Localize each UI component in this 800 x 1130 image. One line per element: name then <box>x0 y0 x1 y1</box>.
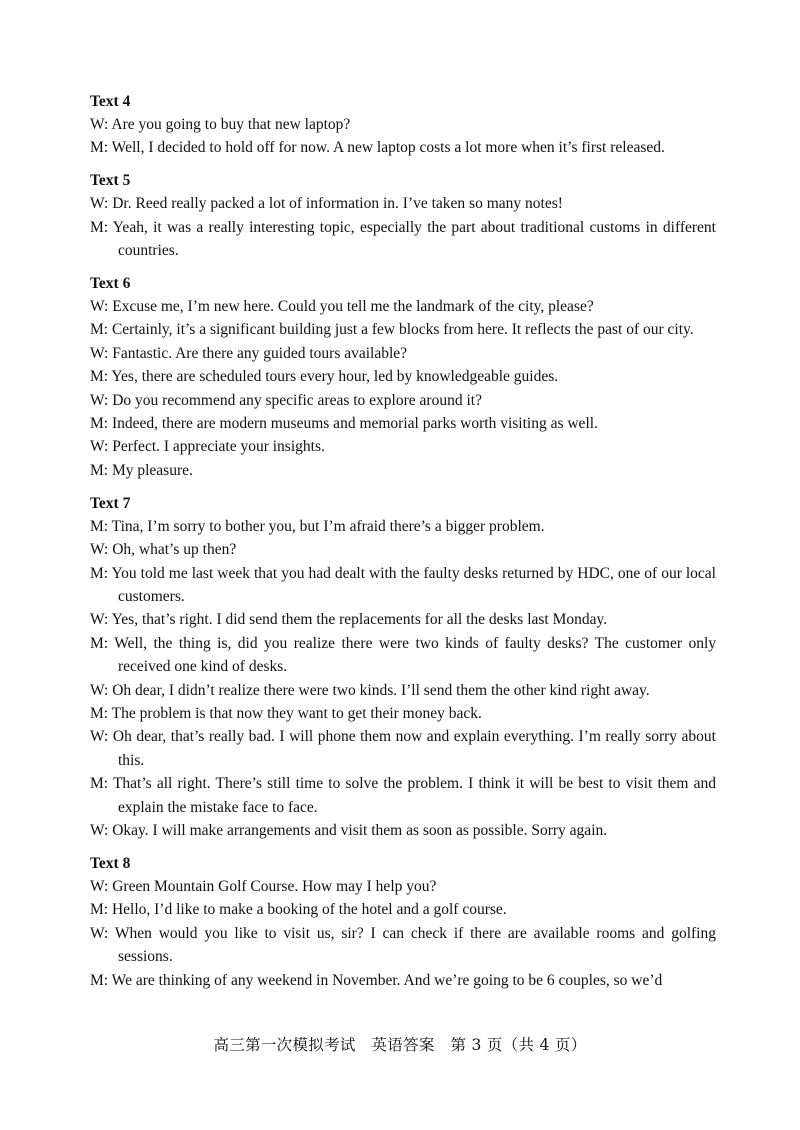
dialogue-line: W: Oh dear, I didn’t realize there were two kinds. I’ll send them the other kind right away. <box>90 681 650 699</box>
dialogue-line: W: Yes, that’s right. I did send them the replacements for all the desks last Monday. <box>90 611 608 629</box>
section-title: Text 5 <box>90 172 131 190</box>
section-text-7 <box>90 492 716 843</box>
section-title: Text 7 <box>90 494 131 512</box>
dialogue-line: M: That’s all right. There’s still time to solve the problem. I think it will be best to visit them and explain the mistake face to face. <box>90 775 716 816</box>
dialogue-line: W: Green Mountain Golf Course. How may I help you? <box>90 877 437 895</box>
dialogue-line: M: Certainly, it’s a significant building just a few blocks from here. It reflects the past of our city. <box>90 321 694 339</box>
dialogue-line: M: Yes, there are scheduled tours every hour, led by knowledgeable guides. <box>90 368 559 386</box>
dialogue-line: W: Oh dear, that’s really bad. I will phone them now and explain everything. I’m really sorry about this. <box>90 728 716 769</box>
section-text-6 <box>90 272 716 482</box>
dialogue-line: M: Well, the thing is, did you realize there were two kinds of faulty desks? The customer only received one kind of desks. <box>90 634 716 676</box>
dialogue-line: M: You told me last week that you had dealt with the faulty desks returned by HDC, one of our local customers. <box>90 564 716 605</box>
dialogue-line: M: Hello, I’d like to make a booking of the hotel and a golf course. <box>90 901 507 919</box>
dialogue-line: M: Yeah, it was a really interesting topic, especially the part about traditional customs in different countries. <box>90 218 716 260</box>
dialogue-line: W: Dr. Reed really packed a lot of information in. I’ve taken so many notes! <box>90 195 563 213</box>
dialogue-line: W: Fantastic. Are there any guided tours available? <box>90 344 408 362</box>
dialogue-line: M: The problem is that now they want to get their money back. <box>90 705 482 723</box>
section-text-4 <box>90 90 716 160</box>
dialogue-line: M: We are thinking of any weekend in November. And we’re going to be 6 couples, so we’d <box>90 971 663 989</box>
dialogue-line: M: Tina, I’m sorry to bother you, but I’m afraid there’s a bigger problem. <box>90 517 545 535</box>
dialogue-line: W: Okay. I will make arrangements and visit them as soon as possible. Sorry again. <box>90 822 608 840</box>
dialogue-line: W: Do you recommend any specific areas to explore around it? <box>90 391 482 409</box>
dialogue-line: W: Perfect. I appreciate your insights. <box>90 438 325 456</box>
dialogue-line: W: Are you going to buy that new laptop? <box>90 116 351 133</box>
dialogue-line: M: Well, I decided to hold off for now. A new laptop costs a lot more when it’s first released. <box>90 139 665 157</box>
section-title: Text 6 <box>90 275 131 293</box>
dialogue-line: M: My pleasure. <box>90 461 193 479</box>
section-title: Text 8 <box>90 854 131 872</box>
dialogue-line: W: Excuse me, I’m new here. Could you tell me the landmark of the city, please? <box>90 298 594 316</box>
section-text-8 <box>90 852 716 992</box>
answer-page <box>90 90 716 992</box>
dialogue-line: W: When would you like to visit us, sir? I can check if there are available rooms and golfing sessions. <box>90 924 716 966</box>
dialogue-line: M: Indeed, there are modern museums and memorial parks worth visiting as well. <box>90 415 598 433</box>
dialogue-line: W: Oh, what’s up then? <box>90 541 237 559</box>
page-footer: 高三第一次模拟考试 英语答案 第 3 页（共 4 页） <box>213 1036 587 1054</box>
section-text-5 <box>90 169 716 262</box>
section-title: Text 4 <box>90 93 131 110</box>
